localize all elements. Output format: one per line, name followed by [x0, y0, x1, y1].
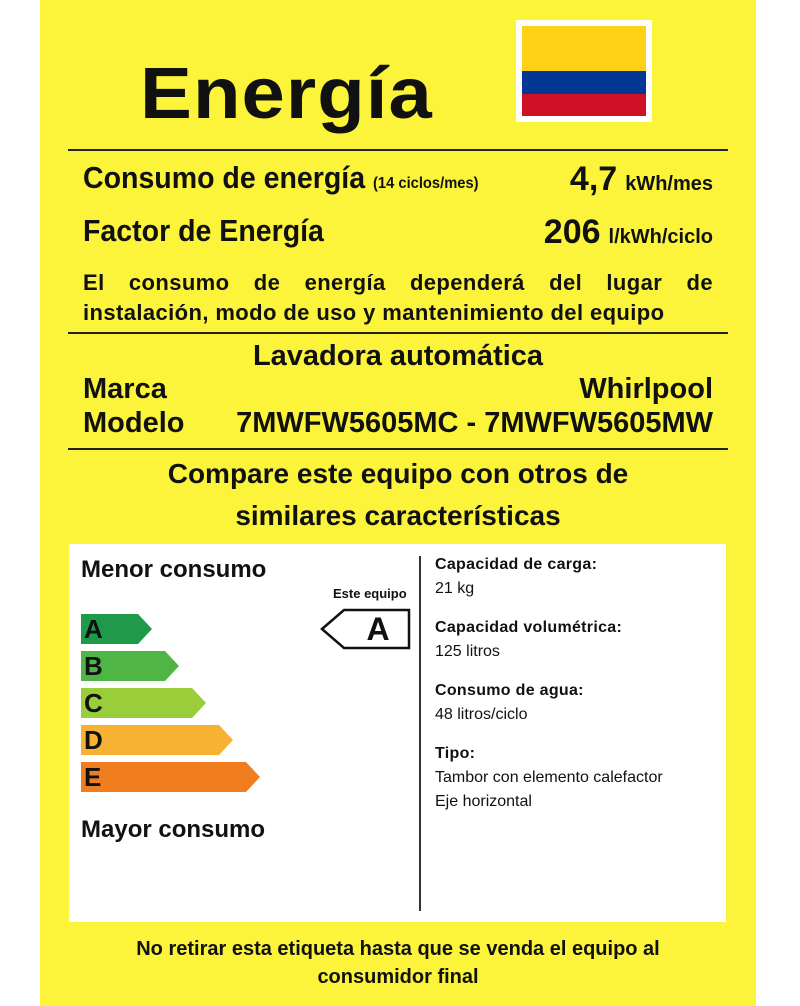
energy-class-letter: A — [84, 613, 103, 644]
lowest-consumption-label: Menor consumo — [81, 556, 267, 583]
brand-value: Whirlpool — [579, 373, 713, 405]
flag-red-stripe — [522, 94, 646, 117]
consumption-qualifier: (14 ciclos/mes) — [373, 175, 479, 192]
flag-blue-stripe — [522, 71, 646, 94]
consumption-unit: kWh/mes — [625, 173, 713, 195]
spec-volumetric-capacity — [435, 619, 716, 661]
rating-panel — [69, 544, 726, 922]
energy-factor-row — [83, 213, 713, 249]
footer-line-1: No retirar esta etiqueta hasta que se venda el equipo al — [136, 938, 660, 960]
this-unit-class: A — [366, 611, 390, 647]
energy-class-letter: B — [84, 650, 103, 681]
energy-class-letter: E — [84, 761, 102, 792]
appliance-type: Lavadora automática — [252, 340, 544, 372]
divider-rule — [68, 332, 728, 334]
note-line-1: El consumo de energía dependerá del lugar de — [83, 270, 713, 295]
spec-value-secondary: Eje horizontal — [435, 793, 532, 810]
spec-label: Tipo: — [435, 745, 476, 762]
energy-class-bar-c — [81, 688, 206, 718]
note-line-2: instalación, modo de uso y mantenimiento del equipo — [83, 300, 665, 325]
spec-water-consumption — [435, 682, 716, 724]
spec-value: 125 litros — [435, 643, 500, 660]
factor-unit: l/kWh/ciclo — [608, 226, 713, 248]
brand-row — [83, 373, 713, 406]
divider-rule — [68, 448, 728, 450]
footer-line-2: consumidor final — [317, 966, 479, 988]
compare-message — [40, 453, 756, 537]
colombia-flag — [516, 20, 652, 122]
consumption-label: Consumo de energía (14 ciclos/mes) — [83, 160, 479, 195]
specifications — [435, 556, 716, 832]
brand-label: Marca — [83, 373, 167, 405]
energy-class-letter: D — [84, 724, 103, 755]
spec-label: Capacidad volumétrica: — [435, 619, 623, 636]
energy-label — [40, 0, 756, 1006]
energy-class-letter: C — [84, 687, 103, 718]
spec-value: Tambor con elemento calefactor — [435, 769, 663, 786]
model-value: 7MWFW5605MC - 7MWFW5605MW — [236, 407, 713, 439]
factor-value: 206 — [543, 213, 601, 251]
compare-line-2: similares características — [235, 500, 561, 531]
spec-type — [435, 745, 716, 811]
spec-load-capacity — [435, 556, 716, 598]
factor-label: Factor de Energía — [83, 213, 324, 248]
model-label: Modelo — [83, 407, 185, 439]
energy-class-bar-d — [81, 725, 233, 755]
energy-class-bar-a — [81, 614, 152, 644]
energy-consumption-row — [83, 160, 713, 196]
panel-divider — [419, 556, 421, 911]
compare-line-1: Compare este equipo con otros de — [167, 458, 629, 489]
consumption-value: 4,7 — [569, 160, 618, 198]
spec-label: Consumo de agua: — [435, 682, 584, 699]
energy-class-bar-e — [81, 762, 260, 792]
model-row — [83, 407, 713, 440]
spec-value: 21 kg — [435, 580, 475, 597]
highest-consumption-label: Mayor consumo — [81, 816, 266, 843]
this-unit-label: Este equipo — [333, 586, 407, 601]
spec-label: Capacidad de carga: — [435, 556, 598, 573]
divider-rule — [68, 149, 728, 151]
energy-class-bar-b — [81, 651, 179, 681]
consumption-note — [83, 268, 713, 328]
label-title: Energía — [140, 54, 433, 134]
spec-value: 48 litros/ciclo — [435, 706, 528, 723]
footer-notice — [40, 935, 756, 991]
flag-yellow-stripe — [522, 26, 646, 71]
